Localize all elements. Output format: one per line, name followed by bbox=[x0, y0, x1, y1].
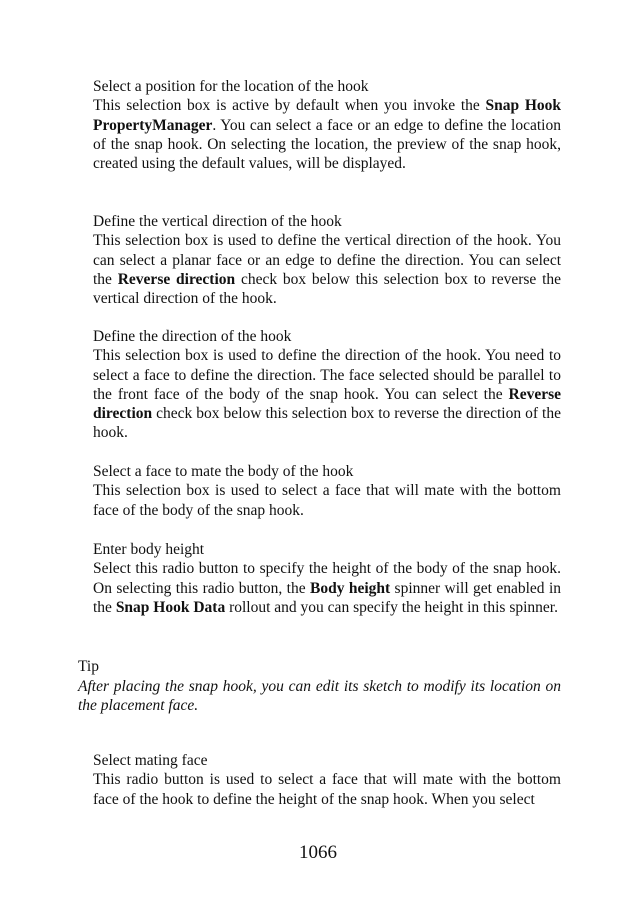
section-body-height bbox=[93, 540, 561, 617]
body-text: check box below this selection box to reverse the vertical direction of the hook. bbox=[93, 270, 562, 308]
section-heading: Select mating face bbox=[93, 752, 208, 769]
bold-term: Body height bbox=[309, 579, 391, 597]
section-body bbox=[93, 481, 561, 520]
section-mating-face bbox=[93, 751, 561, 809]
section-vertical-direction bbox=[93, 212, 561, 308]
page-number: 1066 bbox=[299, 842, 337, 863]
bold-term: Reverse direction bbox=[93, 385, 561, 423]
body-text: This selection box is used to define the direction of the hook. You need to select a face to define the direction. The face selected should be parallel to the front face of the body of the snap hook. You can select the bbox=[93, 347, 561, 403]
bold-term: Reverse direction bbox=[117, 270, 236, 288]
body-text: This selection box is used to select a face that will mate with the bottom face of the body of the snap hook. bbox=[93, 482, 561, 519]
body-text: spinner will get enabled in the bbox=[93, 579, 561, 616]
bold-term: Snap Hook Data bbox=[115, 598, 226, 616]
section-body bbox=[93, 346, 561, 442]
section-mate-face bbox=[93, 462, 561, 520]
body-text: This radio button is used to select a face that will mate with the bottom face of the hook to define the height of the snap hook. When you select bbox=[93, 771, 561, 808]
body-text: . You can select a face or an edge to define the location of the snap hook. On selecting the location, the preview of the snap hook, created using the default values, will be displayed. bbox=[93, 116, 561, 173]
tip-label: Tip bbox=[78, 658, 99, 675]
section-heading: Select a position for the location of the hook bbox=[93, 78, 369, 95]
section-heading: Enter body height bbox=[93, 541, 205, 558]
body-text: This selection box is used to define the vertical direction of the hook. You can select a planar face or an edge to define the direction. You can select the bbox=[93, 232, 561, 288]
body-text: check box below this selection box to reverse the direction of the hook. bbox=[93, 405, 561, 442]
body-text: This selection box is active by default when you invoke the bbox=[93, 97, 486, 115]
section-hook-direction bbox=[93, 327, 561, 443]
body-text: rollout and you can specify the height in this spinner. bbox=[225, 598, 558, 616]
section-body bbox=[93, 231, 561, 308]
section-body bbox=[93, 96, 561, 173]
section-heading: Define the direction of the hook bbox=[93, 328, 292, 345]
section-heading: Select a face to mate the body of the hook bbox=[93, 463, 354, 480]
bold-term: Snap Hook PropertyManager bbox=[93, 97, 561, 134]
section-hook-location bbox=[93, 77, 561, 173]
section-body bbox=[93, 770, 561, 809]
section-heading: Define the vertical direction of the hook bbox=[93, 213, 342, 230]
section-body bbox=[93, 559, 561, 617]
tip-text: After placing the snap hook, you can edit its sketch to modify its location on the placement face. bbox=[78, 678, 561, 715]
body-text: Select this radio button to specify the height of the body of the snap hook. On selecting this radio button, the bbox=[93, 560, 561, 597]
